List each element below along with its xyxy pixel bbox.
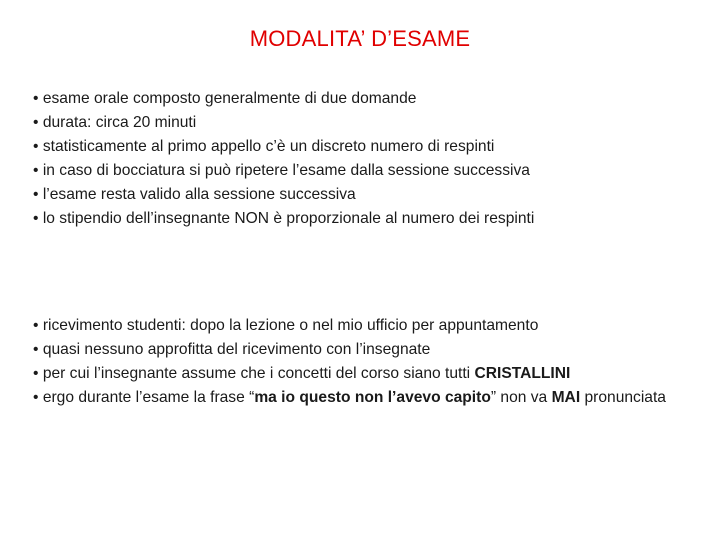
bullet-icon: • xyxy=(33,138,39,155)
bullet-list-office-hours xyxy=(33,314,683,410)
list-item xyxy=(33,314,683,338)
list-item xyxy=(33,183,683,207)
list-item xyxy=(33,207,683,231)
bullet-icon: • xyxy=(33,210,39,227)
list-item-text: statisticamente al primo appello c’è un discreto numero di respinti xyxy=(42,138,495,155)
slide-title: MODALITA’ D’ESAME xyxy=(249,26,471,51)
emphasis-text: MAI xyxy=(551,389,581,406)
bullet-icon: • xyxy=(33,162,39,179)
list-item xyxy=(33,159,683,183)
list-item xyxy=(33,111,683,135)
bullet-icon: • xyxy=(33,365,39,382)
list-item-text: pronunciata xyxy=(580,389,666,406)
bullet-icon: • xyxy=(33,341,39,358)
list-item-text: quasi nessuno approfitta del ricevimento con l’insegnate xyxy=(42,341,431,358)
list-item-text: durata: circa 20 minuti xyxy=(42,114,197,131)
list-item xyxy=(33,135,683,159)
bullet-icon: • xyxy=(33,90,39,107)
bullet-list-exam-rules xyxy=(33,87,683,231)
list-item-text: l’esame resta valido alla sessione successiva xyxy=(42,186,356,203)
list-item-text: lo stipendio dell’insegnante NON è proporzionale al numero dei respinti xyxy=(42,210,535,227)
bullet-icon: • xyxy=(33,114,39,131)
list-item-text: ricevimento studenti: dopo la lezione o nel mio ufficio per appuntamento xyxy=(42,317,539,334)
list-item xyxy=(33,87,683,111)
list-item-text: ergo durante l’esame la frase “ xyxy=(42,389,255,406)
list-item-text: in caso di bocciatura si può ripetere l’esame dalla sessione successiva xyxy=(42,162,530,179)
list-item-text: per cui l’insegnante assume che i concetti del corso siano tutti xyxy=(42,365,475,382)
list-item-text: esame orale composto generalmente di due domande xyxy=(42,90,417,107)
list-item xyxy=(33,362,683,386)
list-item xyxy=(33,338,683,362)
list-item-text: ” non va xyxy=(490,389,552,406)
emphasis-text: CRISTALLINI xyxy=(474,365,571,382)
bullet-icon: • xyxy=(33,186,39,203)
bullet-icon: • xyxy=(33,389,39,406)
list-item xyxy=(33,386,683,410)
quoted-phrase: ma io questo non l’avevo capito xyxy=(254,389,491,406)
bullet-icon: • xyxy=(33,317,39,334)
